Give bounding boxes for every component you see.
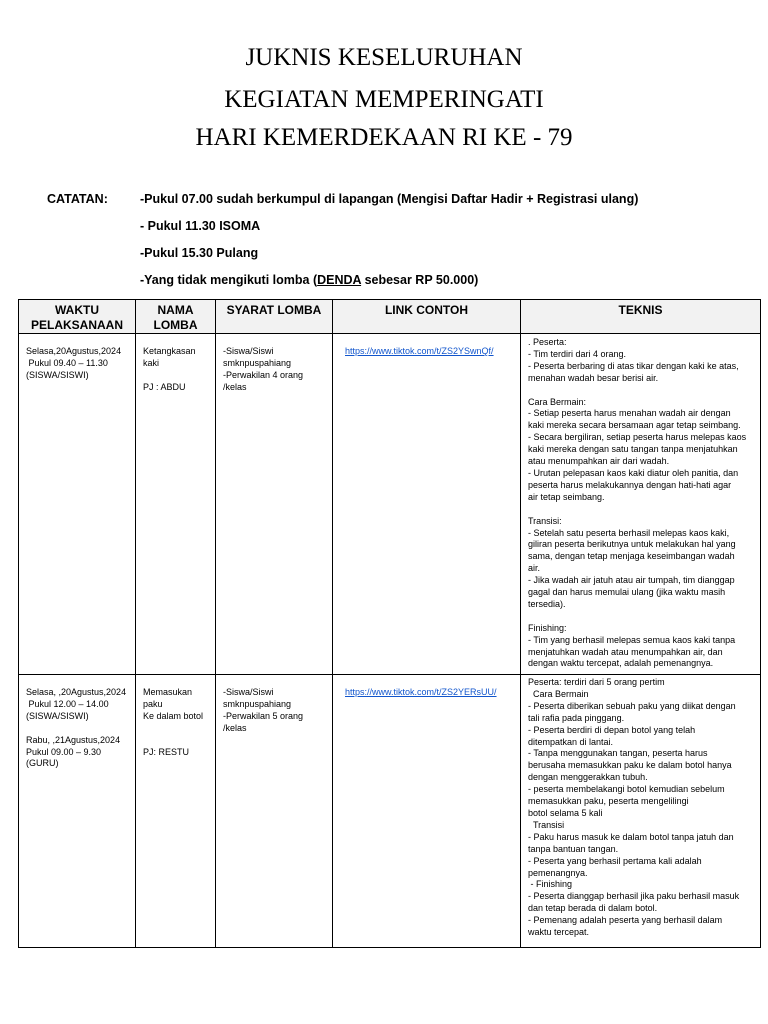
example-link[interactable]: https://www.tiktok.com/t/ZS2YSwnQf/ bbox=[345, 346, 494, 356]
header-waktu: WAKTU PELAKSANAAN bbox=[19, 300, 136, 334]
note-penalty bbox=[140, 273, 478, 287]
table-header-row bbox=[19, 300, 761, 334]
title-line-2: KEGIATAN MEMPERINGATI bbox=[224, 86, 544, 113]
note-isoma: - Pukul 11.30 ISOMA bbox=[140, 219, 261, 233]
cell-syarat: -Siswa/Siswi smknpuspahiang -Perwakilan 4 orang /kelas bbox=[216, 334, 333, 675]
cell-link bbox=[333, 675, 521, 948]
cell-teknis: Peserta: terdiri dari 5 orang pertim Cara Bermain - Peserta diberikan sebuah paku yang diikat dengan tali rafia pada pinggang. - Peserta berdiri di depan botol yang telah ditempatkan di lantai. - Tanpa menggunakan tangan, peserta harus berusaha memasukkan paku ke dalam botol hanya dengan menggerakkan tubuh. - peserta membelakangi botol kemudian sebelum memasukkan paku, peserta mengelilingi botol selama 5 kali Transisi - Paku harus masuk ke dalam botol tanpa jatuh dan tanpa bantuan tangan. - Peserta yang berhasil pertama kali adalah pemenangnya. - Finishing - Peserta dianggap berhasil jika paku berhasil masuk dan tetap berada di dalam botol. - Pemenang adalah peserta yang berhasil dalam waktu tercepat. bbox=[521, 675, 761, 948]
penalty-word: DENDA bbox=[317, 273, 362, 287]
table-row bbox=[19, 675, 761, 948]
notes-label: CATATAN: bbox=[47, 192, 108, 206]
header-link: LINK CONTOH bbox=[333, 300, 521, 334]
note-assembly: -Pukul 07.00 sudah berkumpul di lapangan (Mengisi Daftar Hadir + Registrasi ulang) bbox=[140, 192, 639, 206]
competition-table bbox=[18, 299, 761, 948]
header-teknis: TEKNIS bbox=[521, 300, 761, 334]
penalty-prefix: -Yang tidak mengikuti lomba ( bbox=[140, 273, 318, 287]
cell-link bbox=[333, 334, 521, 675]
header-nama: NAMA LOMBA bbox=[136, 300, 216, 334]
cell-teknis: . Peserta: - Tim terdiri dari 4 orang. - Peserta berbaring di atas tikar dengan kaki ke atas, menahan wadah besar berisi air. Cara Bermain: - Setiap peserta harus menahan wadah air dengan kaki mereka secara bersamaan agar tetap seimbang. - Secara bergiliran, setiap peserta harus melepas kaos kaki mereka dengan satu tangan tanpa menjatuhkan atau menumpahkan air dari wadah. - Urutan pelepasan kaos kaki diatur oleh panitia, dan peserta harus melakukannya dengan hati-hati agar air tetap seimbang. Transisi: - Setelah satu peserta berhasil melepas kaos kaki, giliran peserta berikutnya untuk melakukan hal yang sama, dengan tetap menjaga keseimbangan wadah air. - Jika wadah air jatuh atau air tumpah, tim dianggap gagal dan harus memulai ulang (jika waktu masih tersedia). Finishing: - Tim yang berhasil melepas semua kaos kaki tanpa menjatuhkan wadah atau menumpahkan air, dan dengan waktu tercepat, adalah pemenangnya. bbox=[521, 334, 761, 675]
penalty-suffix: sebesar RP 50.000) bbox=[361, 273, 479, 287]
table-row bbox=[19, 334, 761, 675]
example-link[interactable]: https://www.tiktok.com/t/ZS2YERsUU/ bbox=[345, 687, 497, 697]
cell-nama: Ketangkasan kaki PJ : ABDU bbox=[136, 334, 216, 675]
title-line-1: JUKNIS KESELURUHAN bbox=[245, 44, 523, 71]
cell-nama: Memasukan paku Ke dalam botol PJ: RESTU bbox=[136, 675, 216, 948]
cell-waktu: Selasa, ,20Agustus,2024 Pukul 12.00 – 14.00 (SISWA/SISWI) Rabu, ,21Agustus,2024 Pukul 09.00 – 9.30 (GURU) bbox=[19, 675, 136, 948]
cell-waktu: Selasa,20Agustus,2024 Pukul 09.40 – 11.30 (SISWA/SISWI) bbox=[19, 334, 136, 675]
title-line-3: HARI KEMERDEKAAN RI KE - 79 bbox=[195, 124, 573, 151]
header-syarat: SYARAT LOMBA bbox=[216, 300, 333, 334]
note-pulang: -Pukul 15.30 Pulang bbox=[140, 246, 259, 260]
cell-syarat: -Siswa/Siswi smknpuspahiang -Perwakilan 5 orang /kelas bbox=[216, 675, 333, 948]
